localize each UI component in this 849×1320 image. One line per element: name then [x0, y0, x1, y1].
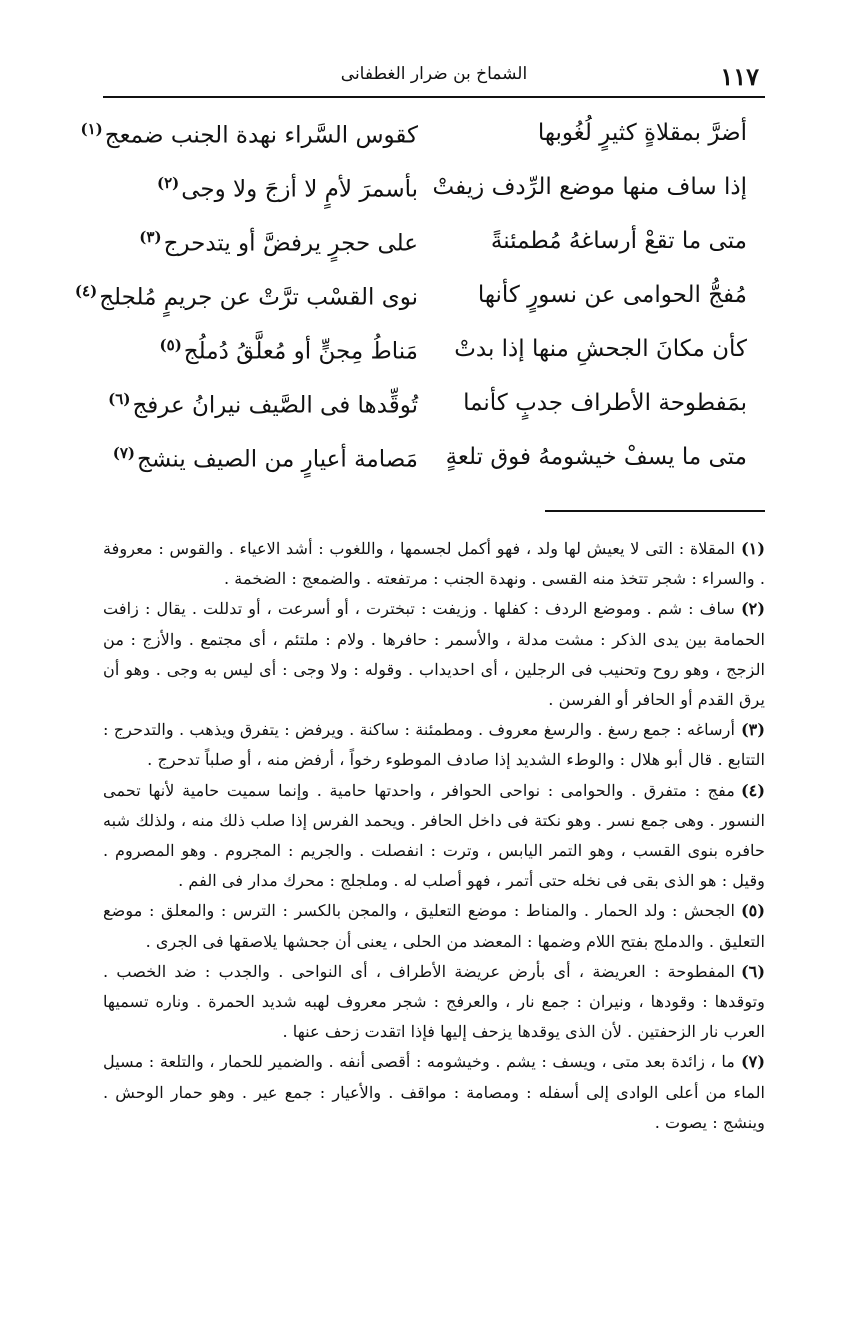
second-hemistich	[74, 282, 418, 311]
second-hemistich	[103, 390, 418, 419]
footnote-text: المفطوحة : العريضة ، أى بأرض عريضة الأطراف ، أى النواحى . والجدب : ضد الخصب . وتوقدها : وقودها ، ونيران : جمع نار ، والعرفج : شجر معروف لهبه شديد الحمرة . وناره تسميها العرب نار الزحفتين . لأن الذى يوقدها يزحف إليها فإذا اتقدت زحف عنها .	[103, 961, 765, 1042]
hemistich-text: على حجرٍ يرفضَّ أو يتدحرج	[163, 230, 418, 257]
first-hemistich: مُفجُّ الحوامى عن نسورٍ كأنها	[477, 282, 747, 308]
footnote-6	[103, 957, 765, 1048]
footnote-marker: (٥)	[159, 336, 182, 354]
second-hemistich	[103, 228, 418, 257]
footnote-marker: (٧)	[112, 444, 136, 462]
verse-1	[80, 112, 765, 166]
footnote-text: أرساغه : جمع رسغ . والرسغ معروف . ومطمئنة : ساكنة . ويرفض : يتفرق ويذهب . والتدحرج : التتابع . قال أبو هلال : والوطء الشديد إذا صادف الموطوء رخواً ، أرفض منه ، أو صلباً تدحرج .	[103, 720, 765, 770]
second-hemistich	[103, 174, 418, 203]
running-title: الشماخ بن ضرار الغطفانى	[340, 64, 528, 84]
first-hemistich: إذا ساف منها موضع الرِّدف زيفتْ	[432, 174, 747, 200]
footnote-number: (٥)	[740, 901, 765, 921]
first-hemistich: أضرَّ بمقلاةٍ كثيرٍ لُغُوبها	[537, 120, 747, 146]
footnote-text: ما ، زائدة بعد متى ، ويسف : يشم . وخيشومه : أقصى أنفه . والضمير للحمار ، والتلعة : مسيل الماء من أعلى الوادى إلى أسفله : ومصامة : مواقف . والأعيار : جمع عير . وهو حمار الوحش . وينشج : يصوت .	[103, 1052, 765, 1132]
first-hemistich: متى ما تقعْ أرساغهُ مُطمئنةً	[490, 228, 747, 254]
footnote-text: المقلاة : التى لا يعيش لها ولد ، فهو أكمل لجسمها ، واللغوب : أشد الاعياء . والقوس : معروفة . والسراء : شجر تتخذ منه القسى . ونهدة الجنب : مرتفعته . والضمعج : الضخمة .	[103, 539, 765, 589]
hemistich-text: بأسمرَ لأمٍ لا أزجَ ولا وجى	[181, 176, 418, 203]
footnote-3	[103, 715, 765, 775]
footnote-number: (١)	[740, 539, 765, 558]
hemistich-text: مَناطُ مِجنٍّ أو مُعلَّقُ دُملُج	[183, 338, 418, 365]
page-number: ١١٧	[720, 62, 759, 91]
footnote-1	[103, 534, 765, 594]
hemistich-text: نوى القسْب ترَّتْ عن جريمٍ مُلجلج	[99, 284, 418, 311]
footnote-number: (٢)	[740, 599, 765, 619]
first-hemistich: متى ما يسفْ خيشومهُ فوق تلعةٍ	[445, 444, 747, 470]
second-hemistich	[103, 444, 418, 473]
poem	[74, 112, 765, 490]
first-hemistich: بمَفطوحة الأطراف جدبٍ كأنما	[463, 390, 747, 416]
page-header	[103, 58, 765, 92]
footnote-marker: (٤)	[74, 282, 98, 300]
footnote-number: (٤)	[740, 780, 765, 800]
footnote-number: (٧)	[740, 1052, 765, 1072]
footnote-marker: (٦)	[108, 390, 131, 408]
footnote-marker: (١)	[80, 120, 103, 138]
footnote-text: مفج : متفرق . والحوامى : نواحى الحوافر ، واحدتها حامية . وإنما سميت حامية لأنها تحمى النسور . وهى جمع نسر . وهو نكتة فى داخل الحافر . ويحمد الفرس إذا صلب ذلك منه ، ولذلك شبه حافره بنوى القسب ، وهو التمر اليابس ، وترت : انفصلت . والجريم : المجروم . وهو المصروم . وقيل : هو الذى بقى فى نخله حتى أتمر ، فهو أصلب له . وملجلج : محرك مدار فى الفم .	[103, 780, 765, 891]
footnote-marker: (٣)	[139, 228, 162, 246]
footnote-number: (٦)	[740, 961, 765, 981]
verse-7	[103, 436, 765, 490]
header-rule	[103, 96, 765, 98]
footnote-2	[103, 594, 765, 715]
hemistich-text: تُوقِّدها فى الصَّيف نيرانُ عرفج	[132, 392, 418, 419]
verse-6	[103, 382, 765, 436]
second-hemistich	[103, 336, 418, 365]
verse-2	[103, 166, 765, 220]
verse-5	[103, 328, 765, 382]
first-hemistich: كأن مكانَ الجحشِ منها إذا بدتْ	[454, 336, 747, 362]
footnote-4	[103, 776, 765, 897]
second-hemistich	[80, 120, 418, 149]
footnote-text: الجحش : ولد الحمار . والمناط : موضع التعليق ، والمجن بالكسر : الترس : والمعلق : موضع التعليق . والدملج بفتح اللام وضمها : المعضد من الحلى ، يعنى أن جحشها يلاصقها فى الجرى .	[103, 901, 765, 951]
verse-3	[103, 220, 765, 274]
footnote-number: (٣)	[740, 720, 765, 740]
hemistich-text: مَصامة أعيارٍ من الصيف ينشج	[137, 446, 418, 473]
footnote-text: ساف : شم . وموضع الردف : كفلها . وزيفت : تبخترت ، أو أسرعت ، أو تدللت . يقال : زافت الحمامة بين يدى الذكر : مشت مدلة ، والأسمر : حافرها . ولام : ملتئم ، أى مجتمع . والأزج : من الزجج ، وهو روح وتحنيب فى الرجلين ، أى احديداب . وقوله : ولا وجى : أى ليس به وجى . وهو أن يرق القدم أو الحافر أو الفرسن .	[103, 599, 765, 710]
footnote-7	[103, 1047, 765, 1138]
footnotes	[103, 534, 765, 1138]
footnote-5	[103, 896, 765, 956]
footnotes-rule	[545, 510, 765, 512]
hemistich-text: كقوس السَّراء نهدة الجنب ضمعج	[104, 122, 418, 149]
verse-4	[74, 274, 765, 328]
footnote-marker: (٢)	[156, 174, 180, 192]
